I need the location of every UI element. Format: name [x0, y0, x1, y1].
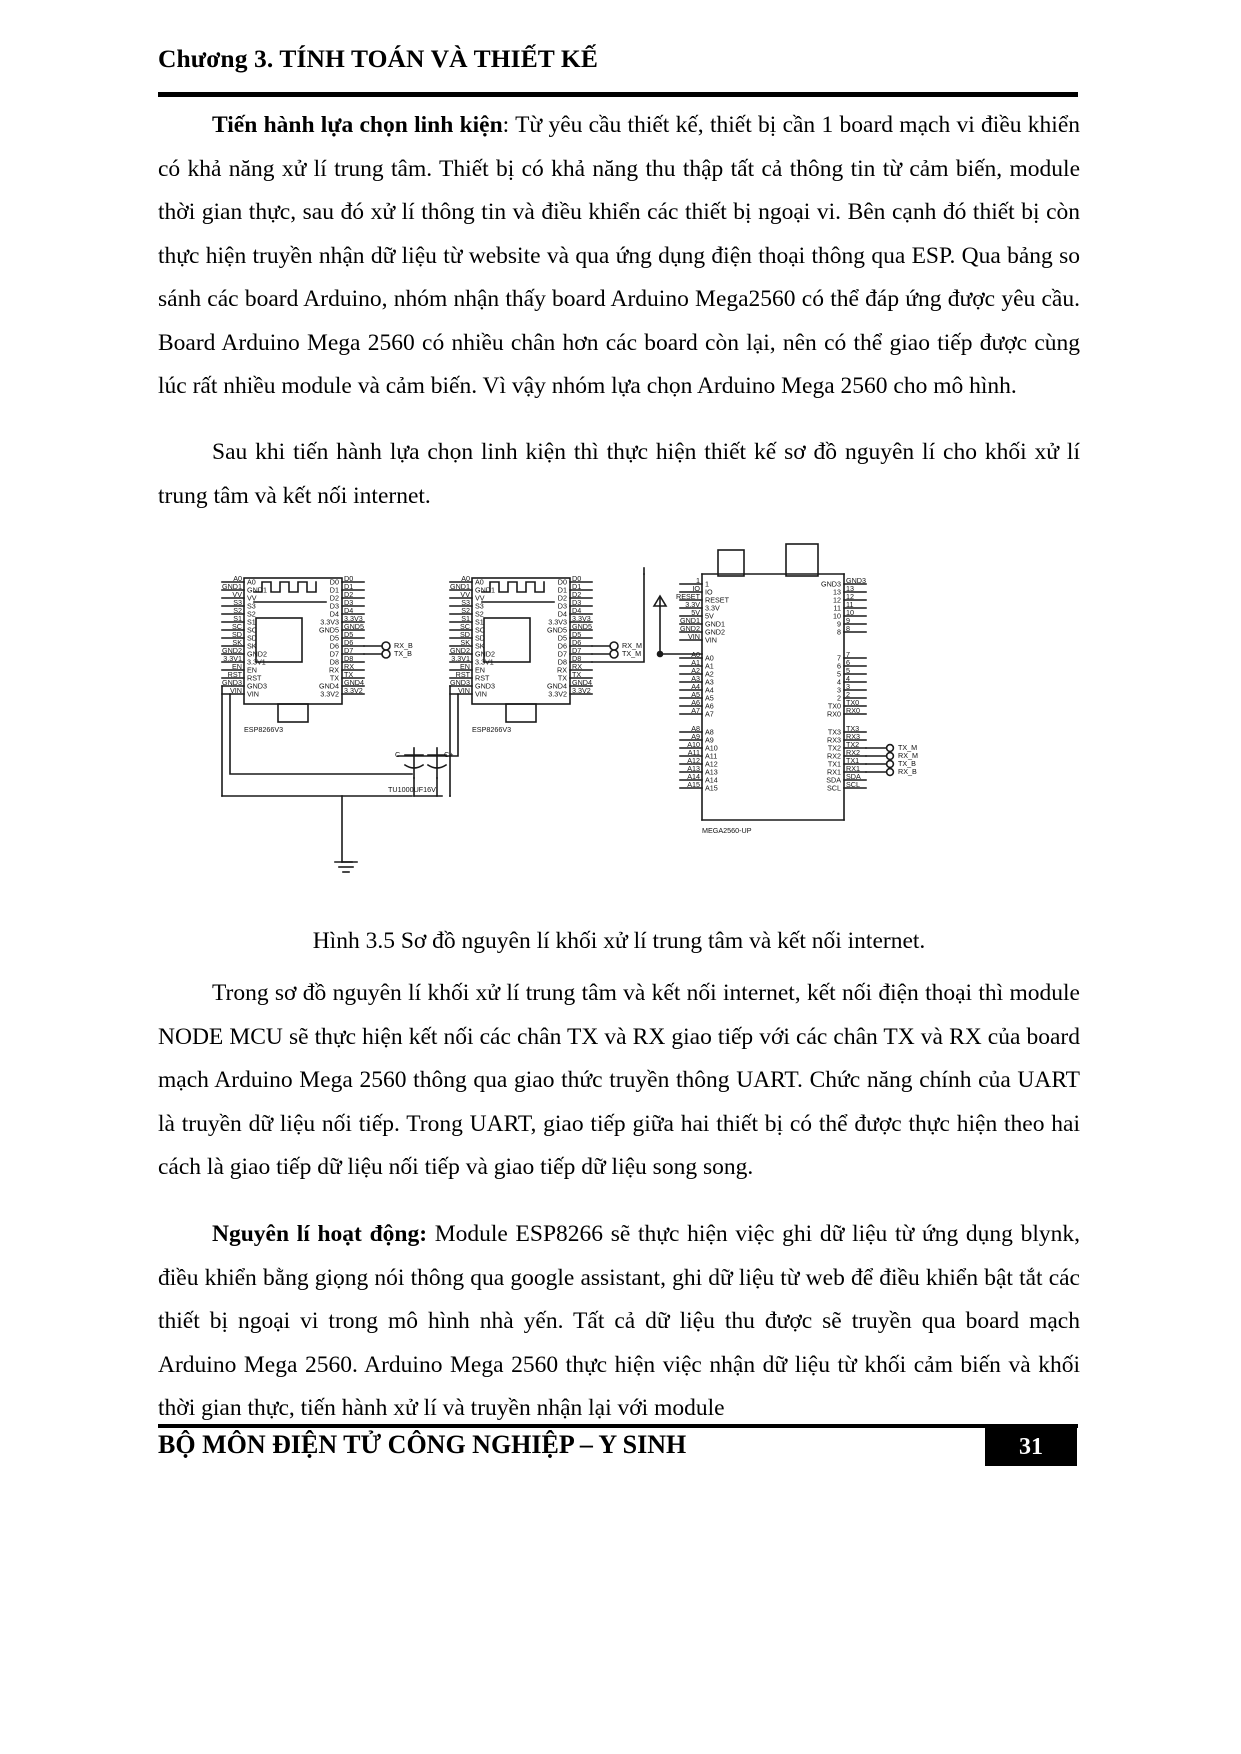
paragraph-1-text: : Từ yêu cầu thiết kế, thiết bị cần 1 board mạch vi điều khiển có khả năng xử lí trung tâm. Thiết bị có khả năng thu thập tất cả thông tin từ cảm biến, module thời gian thực, sau đó xử lí thông tin và điều khiển các thiết bị ngoại vi. Bên cạnh đó thiết bị còn thực hiện truyền nhận dữ liệu từ website và qua ứng dụng điện thoại thông qua ESP. Qua bảng so sánh các board Arduino, nhóm nhận thấy board Arduino Mega2560 có thể đáp ứng được yêu cầu. Board Arduino Mega 2560 có nhiều chân hơn các board còn lại, nên có thể giao tiếp được cùng lúc rất nhiều module và cảm biến. Vì vậy nhóm lựa chọn Arduino Mega 2560 cho mô hình. [158, 112, 1081, 399]
mega-left-outer-a-pin-a0: A0 [691, 649, 700, 659]
esp-right-outer-pin-vv: VV [460, 589, 470, 599]
mega-right-outer-pin-11: 11 [846, 599, 854, 609]
paragraph-operating-principle [158, 1213, 1080, 1431]
esp-right-outer-right-pin-tx: TX [572, 669, 582, 679]
mega-right-outer-m-pin-3: 3 [846, 681, 850, 691]
mega-right-outer-pin-12: 12 [846, 591, 854, 601]
esp-right-inner-right-pin-d8: D8 [557, 657, 567, 667]
mega-right-inner-b-pin-tx3: TX3 [827, 727, 841, 737]
esp-right-outer-right-pin-d8: D8 [572, 653, 582, 663]
esp-left-part-label: ESP8266V3 [244, 725, 284, 734]
mega-net-label-tx-b: TX_B [898, 759, 916, 768]
esp-right-outer-right-pin-gnd5: GND5 [572, 621, 592, 631]
esp-left-outer-pin-gnd1: GND1 [222, 581, 242, 591]
esp-right-inner-pin-gnd2: GND2 [475, 649, 495, 659]
esp-right-inner-right-pin-gnd4: GND4 [547, 681, 567, 691]
esp-right-inner-pin-sc: SC [475, 625, 485, 635]
esp-left-outer-right-pin-d2: D2 [344, 589, 354, 599]
mega-left-inner-a-pin-a6: A6 [705, 701, 714, 711]
mega-right-outer-b-pin-rx3: RX3 [846, 731, 860, 741]
mega-left-outer-a2-pin-a8: A8 [691, 723, 700, 733]
esp-right-outer-pin-vin: VIN [458, 685, 470, 695]
mega-right-outer-pin-13: 13 [846, 583, 854, 593]
mega-right-inner-b-pin-rx2: RX2 [827, 751, 841, 761]
esp-right-inner-right-pin-gnd5: GND5 [547, 625, 567, 635]
mega-left-inner-a2-pin-a11: A11 [705, 751, 718, 761]
esp-left-outer-pin-en: EN [232, 661, 242, 671]
esp-right-inner-right-pin-d1: D1 [557, 585, 567, 595]
mega-right-inner-b-pin-rx3: RX3 [827, 735, 841, 745]
esp-left-outer-pin-s2: S2 [233, 605, 242, 615]
mega-left-outer-a2-pin-a15: A15 [687, 779, 700, 789]
esp-left-inner-pin-s2: S2 [247, 609, 256, 619]
figure-caption: Hình 3.5 Sơ đồ nguyên lí khối xử lí trung tâm và kết nối internet. [312, 928, 926, 954]
esp-left-inner-right-pin-3-3v3: 3.3V3 [320, 617, 339, 627]
mega-right-inner-m-pin-tx0: TX0 [827, 701, 841, 711]
esp-right-outer-right-pin-d2: D2 [572, 589, 582, 599]
esp-left-outer-pin-sc: SC [232, 621, 242, 631]
esp-left-outer-pin-rst: RST [227, 669, 242, 679]
page-number: 31 [985, 1428, 1077, 1466]
esp-right-part-label: ESP8266V3 [472, 725, 512, 734]
page-header [158, 44, 1078, 74]
mega-right-inner-m-pin-6: 6 [837, 661, 841, 671]
mega-part-label: MEGA2560-UP [702, 826, 752, 835]
mega-right-inner-m-pin-7: 7 [837, 653, 841, 663]
esp-left-inner-right-pin-gnd4: GND4 [319, 681, 339, 691]
esp-right-outer-right-pin-d0: D0 [572, 573, 582, 583]
esp-right-inner-pin-rst: RST [475, 673, 490, 683]
esp-left-outer-pin-sk: SK [232, 637, 242, 647]
paragraph-component-selection [158, 104, 1080, 409]
mega-left-inner-a-pin-a7: A7 [705, 709, 714, 719]
esp-right-outer-right-pin-3-3v3: 3.3V3 [572, 613, 591, 623]
esp-left-outer-pin-s1: S1 [233, 613, 242, 623]
mega-right-outer-m-pin-4: 4 [846, 673, 850, 683]
mega-left-outer-pin-3-3v: 3.3V [685, 599, 700, 609]
esp-left-outer-pin-s3: S3 [233, 597, 242, 607]
esp-right-inner-right-pin-3-3v2: 3.3V2 [548, 689, 567, 699]
esp-right-outer-pin-gnd1: GND1 [450, 581, 470, 591]
esp-right-outer-right-pin-d7: D7 [572, 645, 582, 655]
mega-left-outer-pin-reset: RESET [676, 591, 700, 601]
esp-left-inner-right-pin-d2: D2 [329, 593, 339, 603]
mega-right-inner-m-pin-rx0: RX0 [827, 709, 841, 719]
esp-left-inner-right-pin-d4: D4 [329, 609, 339, 619]
esp-left-inner-pin-gnd1: GND1 [247, 585, 267, 595]
esp-left-inner-right-pin-3-3v2: 3.3V2 [320, 689, 339, 699]
esp-right-inner-pin-vv: VV [475, 593, 485, 603]
esp-right-inner-pin-s1: S1 [475, 617, 484, 627]
esp-right-inner-pin-sd: SD [475, 633, 485, 643]
paragraph-schematic-intro [158, 431, 1080, 518]
mega-left-inner-a2-pin-a15: A15 [705, 783, 718, 793]
esp-left-inner-right-pin-d7: D7 [329, 649, 339, 659]
mega-right-inner-pin-10: 10 [833, 611, 841, 621]
esp-left-outer-right-pin-gnd4: GND4 [344, 677, 364, 687]
mega-right-outer-m-pin-rx0: RX0 [846, 705, 860, 715]
esp-left-inner-right-pin-gnd5: GND5 [319, 625, 339, 635]
net-label-tx-m-right: TX_M [622, 649, 642, 658]
mega-net-label-tx-m: TX_M [898, 743, 918, 752]
mega-right-inner-b-pin-tx1: TX1 [827, 759, 841, 769]
paragraph-2-text: Sau khi tiến hành lựa chọn linh kiện thì thực hiện thiết kế sơ đồ nguyên lí cho khối xử lí trung tâm và kết nối internet. [158, 439, 1080, 509]
esp-right-outer-pin-rst: RST [455, 669, 470, 679]
mega-left-outer-pin-1: 1 [696, 575, 700, 585]
figure-schematic [182, 536, 1072, 908]
mega-right-outer-m-pin-5: 5 [846, 665, 850, 675]
mega-right-inner-pin-9: 9 [837, 619, 841, 629]
esp-left-inner-pin-3-3v1: 3.3V1 [247, 657, 266, 667]
chapter-title: Chương 3. TÍNH TOÁN VÀ THIẾT KẾ [158, 44, 598, 73]
esp-left-outer-right-pin-tx: TX [344, 669, 354, 679]
mega-left-inner-a2-pin-a14: A14 [705, 775, 718, 785]
esp-left-inner-right-pin-d8: D8 [329, 657, 339, 667]
esp-right-inner-pin-s3: S3 [475, 601, 484, 611]
esp-left-outer-pin-3-3v1: 3.3V1 [223, 653, 242, 663]
esp-left-outer-right-pin-d0: D0 [344, 573, 354, 583]
esp-left-inner-pin-s3: S3 [247, 601, 256, 611]
mega-right-inner-b-pin-tx2: TX2 [827, 743, 841, 753]
esp-right-inner-pin-sk: SK [475, 641, 485, 651]
esp-right-inner-right-pin-3-3v3: 3.3V3 [548, 617, 567, 627]
mega-right-inner-pin-13: 13 [833, 587, 841, 597]
mega-left-inner-a-pin-a1: A1 [705, 661, 714, 671]
net-label-tx-b-left: TX_B [394, 649, 412, 658]
esp-left-outer-right-pin-d7: D7 [344, 645, 354, 655]
esp-right-outer-pin-en: EN [460, 661, 470, 671]
mega-right-outer-m-pin-7: 7 [846, 649, 850, 659]
mega-right-inner-m-pin-5: 5 [837, 669, 841, 679]
esp-right-outer-pin-3-3v1: 3.3V1 [451, 653, 470, 663]
esp-left-inner-pin-gnd3: GND3 [247, 681, 267, 691]
esp-left-inner-right-pin-d5: D5 [329, 633, 339, 643]
mega-right-outer-b-pin-rx1: RX1 [846, 763, 860, 773]
mega-left-outer-a-pin-a2: A2 [691, 665, 700, 675]
esp-right-inner-pin-gnd3: GND3 [475, 681, 495, 691]
mega-left-outer-pin-vin: VIN [688, 631, 700, 641]
mega-left-outer-a2-pin-a12: A12 [687, 755, 700, 765]
esp-right-outer-right-pin-d5: D5 [572, 629, 582, 639]
mega-left-inner-pin-5v: 5V [705, 611, 714, 621]
esp-left-outer-pin-vin: VIN [230, 685, 242, 695]
mega-left-outer-a2-pin-a11: A11 [687, 747, 700, 757]
mega-right-outer-pin-8: 8 [846, 623, 850, 633]
mega-right-outer-b-pin-scl: SCL [846, 779, 860, 789]
mega-left-outer-a2-pin-a13: A13 [687, 763, 700, 773]
paragraph-uart-description [158, 972, 1080, 1190]
mega-right-inner-pin-8: 8 [837, 627, 841, 637]
mega-right-outer-b-pin-rx2: RX2 [846, 747, 860, 757]
mega-left-inner-pin-3-3v: 3.3V [705, 603, 720, 613]
esp-right-inner-right-pin-d6: D6 [557, 641, 567, 651]
mega-right-inner-m-pin-2: 2 [837, 693, 841, 703]
footer-department: BỘ MÔN ĐIỆN TỬ CÔNG NGHIỆP – Y SINH [158, 1430, 687, 1459]
esp-right-inner-pin-vin: VIN [475, 689, 487, 699]
esp-left-inner-pin-rst: RST [247, 673, 262, 683]
mega-left-outer-pin-gnd2: GND2 [680, 623, 700, 633]
mega-right-outer-pin-gnd3: GND3 [846, 575, 866, 585]
net-label-rx-m-right: RX_M [622, 641, 642, 650]
esp-right-outer-pin-s3: S3 [461, 597, 470, 607]
mega-left-outer-pin-5v: 5V [691, 607, 700, 617]
esp-right-outer-pin-s1: S1 [461, 613, 470, 623]
esp-right-inner-right-pin-d5: D5 [557, 633, 567, 643]
esp-right-inner-right-pin-rx: RX [557, 665, 567, 675]
footer-divider [158, 1424, 1078, 1428]
esp-left-inner-pin-a0: A0 [247, 577, 256, 587]
esp-left-outer-right-pin-gnd5: GND5 [344, 621, 364, 631]
esp-left-outer-right-pin-d3: D3 [344, 597, 354, 607]
paragraph-4-lead-in: Nguyên lí hoạt động: [212, 1221, 428, 1247]
esp-right-inner-right-pin-d7: D7 [557, 649, 567, 659]
mega-left-inner-a2-pin-a10: A10 [705, 743, 718, 753]
capacitor-value: TU1000UF16V [388, 785, 436, 794]
esp-right-outer-right-pin-d1: D1 [572, 581, 582, 591]
mega-right-outer-b-pin-tx3: TX3 [846, 723, 860, 733]
mega-net-label-rx-b: RX_B [898, 767, 917, 776]
esp-left-inner-right-pin-rx: RX [329, 665, 339, 675]
esp-right-inner-right-pin-d4: D4 [557, 609, 567, 619]
mega-left-outer-a-pin-a1: A1 [691, 657, 700, 667]
mega-right-inner-pin-11: 11 [833, 603, 841, 613]
esp-left-outer-pin-sd: SD [232, 629, 242, 639]
paragraph-1-lead-in: Tiến hành lựa chọn linh kiện [212, 112, 503, 138]
esp-right-inner-pin-3-3v1: 3.3V1 [475, 657, 494, 667]
esp-left-inner-right-pin-d0: D0 [329, 577, 339, 587]
esp-left-outer-right-pin-rx: RX [344, 661, 354, 671]
mega-right-inner-m-pin-3: 3 [837, 685, 841, 695]
mega-right-outer-m-pin-2: 2 [846, 689, 850, 699]
mega-left-outer-a2-pin-a10: A10 [687, 739, 700, 749]
esp-left-outer-pin-gnd2: GND2 [222, 645, 242, 655]
esp-right-inner-pin-a0: A0 [475, 577, 484, 587]
mega-left-inner-a2-pin-a9: A9 [705, 735, 714, 745]
capacitor-ref-cplus: C+ [444, 750, 454, 759]
esp-left-inner-pin-sk: SK [247, 641, 257, 651]
header-divider [158, 92, 1078, 97]
mega-right-outer-m-pin-6: 6 [846, 657, 850, 667]
esp-right-outer-right-pin-d4: D4 [572, 605, 582, 615]
esp-right-outer-pin-gnd3: GND3 [450, 677, 470, 687]
mega-left-inner-pin-vin: VIN [705, 635, 717, 645]
mega-left-inner-a2-pin-a12: A12 [705, 759, 718, 769]
mega-right-outer-b-pin-tx2: TX2 [846, 739, 860, 749]
esp-left-inner-right-pin-tx: TX [329, 673, 339, 683]
esp-left-outer-right-pin-d5: D5 [344, 629, 354, 639]
mega-right-outer-m-pin-tx0: TX0 [846, 697, 860, 707]
esp-right-outer-pin-sd: SD [460, 629, 470, 639]
esp-left-inner-pin-sc: SC [247, 625, 257, 635]
mega-right-inner-b-pin-rx1: RX1 [827, 767, 841, 777]
esp-right-inner-pin-en: EN [475, 665, 485, 675]
mega-net-label-rx-m: RX_M [898, 751, 918, 760]
mega-left-outer-a-pin-a7: A7 [691, 705, 700, 715]
mega-left-inner-pin-io: IO [705, 587, 713, 597]
mega-left-outer-a2-pin-a14: A14 [687, 771, 700, 781]
esp-right-outer-pin-a0: A0 [461, 573, 470, 583]
esp-right-outer-right-pin-d6: D6 [572, 637, 582, 647]
esp-left-outer-right-pin-d1: D1 [344, 581, 354, 591]
esp-right-outer-pin-s2: S2 [461, 605, 470, 615]
esp-left-inner-pin-vin: VIN [247, 689, 259, 699]
esp-left-outer-right-pin-3-3v2: 3.3V2 [344, 685, 363, 695]
esp-right-inner-right-pin-tx: TX [557, 673, 567, 683]
esp-right-outer-pin-sc: SC [460, 621, 470, 631]
esp-left-inner-pin-gnd2: GND2 [247, 649, 267, 659]
esp-left-inner-pin-en: EN [247, 665, 257, 675]
paragraph-3-text: Trong sơ đồ nguyên lí khối xử lí trung tâm và kết nối internet, kết nối điện thoại thì module NODE MCU sẽ thực hiện kết nối các chân TX và RX giao tiếp với các chân TX và RX của board mạch Arduino Mega 2560 thông qua giao thức truyền thông UART. Chức năng chính của UART là truyền dữ liệu nối tiếp. Trong UART, giao tiếp giữa hai thiết bị có thể được thực hiện theo hai cách là giao tiếp dữ liệu nối tiếp và giao tiếp dữ liệu song song. [158, 980, 1080, 1180]
mega-left-inner-a-pin-a2: A2 [705, 669, 714, 679]
esp-right-inner-pin-gnd1: GND1 [475, 585, 495, 595]
esp-left-outer-right-pin-3-3v3: 3.3V3 [344, 613, 363, 623]
esp-right-inner-right-pin-d3: D3 [557, 601, 567, 611]
esp-left-outer-pin-vv: VV [232, 589, 242, 599]
mega-left-inner-a-pin-a4: A4 [705, 685, 714, 695]
mega-left-inner-pin-1: 1 [705, 579, 709, 589]
mega-right-outer-b-pin-sda: SDA [846, 771, 861, 781]
net-label-rx-b-left: RX_B [394, 641, 413, 650]
mega-left-inner-pin-reset: RESET [705, 595, 729, 605]
esp-right-outer-pin-sk: SK [460, 637, 470, 647]
esp-left-inner-right-pin-d6: D6 [329, 641, 339, 651]
mega-right-inner-pin-12: 12 [833, 595, 841, 605]
esp-left-outer-right-pin-d4: D4 [344, 605, 354, 615]
esp-left-outer-right-pin-d8: D8 [344, 653, 354, 663]
mega-right-outer-pin-10: 10 [846, 607, 854, 617]
paragraph-4-text: Module ESP8266 sẽ thực hiện việc ghi dữ liệu từ ứng dụng blynk, điều khiển bằng giọng nói thông qua google assistant, ghi dữ liệu từ web để điều khiển bật tắt các thiết bị ngoại vi trong mô hình nhà yến. Tất cả dữ liệu thu được sẽ truyền qua board mạch Arduino Mega 2560. Arduino Mega 2560 thực hiện việc nhận dữ liệu từ khối cảm biến và khối thời gian thực, tiến hành xử lí và truyền nhận lại với module [158, 1221, 1080, 1421]
esp-right-inner-right-pin-d2: D2 [557, 593, 567, 603]
esp-left-inner-pin-vv: VV [247, 593, 257, 603]
mega-right-inner-m-pin-4: 4 [837, 677, 841, 687]
esp-left-inner-pin-sd: SD [247, 633, 257, 643]
esp-right-outer-pin-gnd2: GND2 [450, 645, 470, 655]
mega-left-inner-pin-gnd1: GND1 [705, 619, 725, 629]
mega-left-inner-a-pin-a0: A0 [705, 653, 714, 663]
mega-left-inner-a-pin-a5: A5 [705, 693, 714, 703]
mega-right-inner-pin-gnd3: GND3 [821, 579, 841, 589]
esp-right-outer-right-pin-rx: RX [572, 661, 582, 671]
mega-left-inner-a2-pin-a13: A13 [705, 767, 718, 777]
esp-left-inner-pin-s1: S1 [247, 617, 256, 627]
capacitor-ref-c: C [395, 750, 401, 759]
esp-left-outer-pin-gnd3: GND3 [222, 677, 242, 687]
esp-left-outer-right-pin-d6: D6 [344, 637, 354, 647]
mega-left-outer-pin-gnd1: GND1 [680, 615, 700, 625]
esp-right-inner-right-pin-d0: D0 [557, 577, 567, 587]
mega-left-outer-a2-pin-a9: A9 [691, 731, 700, 741]
mega-left-inner-pin-gnd2: GND2 [705, 627, 725, 637]
esp-right-outer-right-pin-3-3v2: 3.3V2 [572, 685, 591, 695]
mega-left-outer-pin-io: IO [692, 583, 700, 593]
mega-left-outer-a-pin-a4: A4 [691, 681, 700, 691]
mega-right-inner-b-pin-scl: SCL [827, 783, 841, 793]
esp-right-inner-pin-s2: S2 [475, 609, 484, 619]
mega-left-outer-a-pin-a3: A3 [691, 673, 700, 683]
mega-left-inner-a2-pin-a8: A8 [705, 727, 714, 737]
mega-left-outer-a-pin-a5: A5 [691, 689, 700, 699]
mega-right-outer-pin-9: 9 [846, 615, 850, 625]
esp-left-outer-pin-a0: A0 [233, 573, 242, 583]
mega-right-inner-b-pin-sda: SDA [826, 775, 841, 785]
esp-left-inner-right-pin-d1: D1 [329, 585, 339, 595]
mega-right-outer-b-pin-tx1: TX1 [846, 755, 860, 765]
mega-left-inner-a-pin-a3: A3 [705, 677, 714, 687]
esp-right-outer-right-pin-gnd4: GND4 [572, 677, 592, 687]
esp-left-inner-right-pin-d3: D3 [329, 601, 339, 611]
mega-left-outer-a-pin-a6: A6 [691, 697, 700, 707]
esp-right-outer-right-pin-d3: D3 [572, 597, 582, 607]
